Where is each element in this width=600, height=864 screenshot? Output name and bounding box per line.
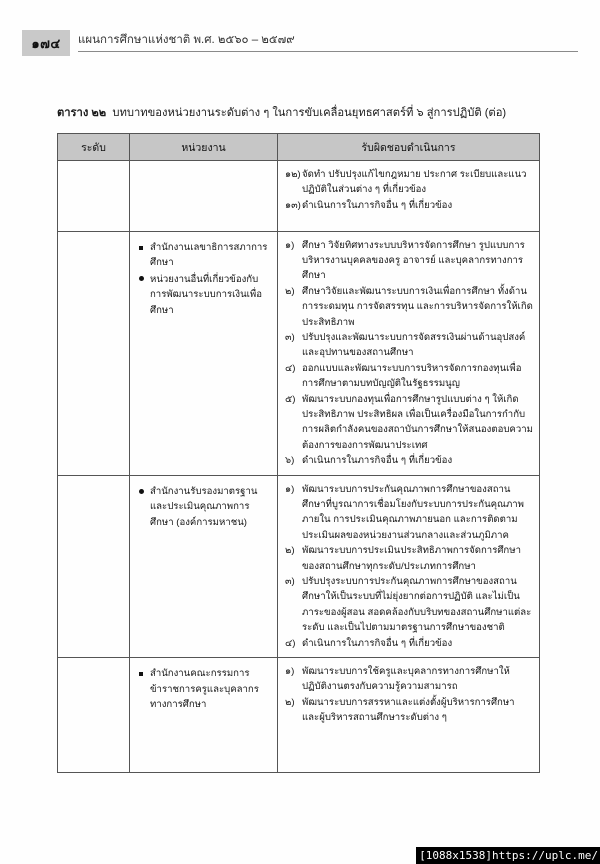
column-header-responsibility: รับผิดชอบดำเนินการ xyxy=(278,134,540,161)
item-number: ๖) xyxy=(285,455,295,467)
cell-agency xyxy=(130,658,278,773)
cell-level xyxy=(58,232,130,476)
list-item xyxy=(138,272,271,318)
table-header-row xyxy=(58,134,540,161)
item-number: ๑๓) xyxy=(285,199,301,211)
list-item xyxy=(285,392,533,453)
level-text xyxy=(58,161,129,173)
level-text xyxy=(58,232,129,244)
agency-list xyxy=(138,666,271,712)
cell-level xyxy=(58,476,130,658)
list-item xyxy=(285,636,533,651)
item-text: ดำเนินการในภารกิจอื่น ๆ ที่เกี่ยวข้อง xyxy=(302,637,453,649)
table-row xyxy=(58,658,540,773)
header-title: แผนการศึกษาแห่งชาติ พ.ศ. ๒๕๖๐ – ๒๕๗๙ xyxy=(78,34,295,46)
responsibility-list xyxy=(285,482,533,651)
table-caption xyxy=(57,103,557,121)
item-text: ดำเนินการในภารกิจอื่น ๆ ที่เกี่ยวข้อง xyxy=(302,199,453,211)
responsibility-list xyxy=(285,664,533,725)
table-caption-label: ตาราง ๒๒ xyxy=(57,107,107,119)
table-caption-text: บทบาทของหน่วยงานระดับต่าง ๆ ในการขับเคลื่อนยุทธศาสตร์ที่ ๖ สู่การปฏิบัติ (ต่อ) xyxy=(112,107,507,119)
item-number: ๓) xyxy=(285,576,295,588)
item-text: พัฒนาระบบการใช้ครูและบุคลากรทางการศึกษาให้ปฏิบัติงานตรงกับความรู้ความสามารถ xyxy=(302,666,510,693)
item-text: จัดทำ ปรับปรุงแก้ไขกฎหมาย ประกาศ ระเบียบและแนวปฏิบัติในส่วนต่าง ๆ ที่เกี่ยวข้อง xyxy=(302,169,527,196)
list-item xyxy=(285,543,533,573)
list-item xyxy=(285,574,533,635)
list-item xyxy=(285,453,533,468)
cell-level xyxy=(58,658,130,773)
column-header-agency: หน่วยงาน xyxy=(130,134,278,161)
item-number: ๕) xyxy=(285,394,296,406)
item-number: ๑๒) xyxy=(285,169,301,180)
cell-level xyxy=(58,161,130,232)
list-item xyxy=(285,664,533,694)
item-text: ปรับปรุงระบบการประกันคุณภาพการศึกษาของสถานศึกษาให้เป็นระบบที่ไม่ยุ่งยากต่อการปฏิบัติ และไม่เป็นภาระของผู้สอน สอดคล้องกับบริบทของสถานศึกษาแต่ละระดับ และเป็นไปตามมาตรฐานการศึกษาของชาติ xyxy=(302,576,532,633)
responsibility-list xyxy=(285,238,533,469)
cell-responsibility xyxy=(278,476,540,658)
header-title-wrap xyxy=(78,30,578,54)
item-text: ศึกษาวิจัยและพัฒนาระบบการเงินเพื่อการศึกษา ทั้งด้านการระดมทุน การจัดสรรทุน และการบริหารจัดการให้เกิดประสิทธิภาพ xyxy=(302,286,533,328)
item-text: พัฒนาระบบการประกันคุณภาพการศึกษาของสถานศึกษาที่บูรณาการเชื่อมโยงกับระบบการประกันคุณภาพภายใน การประเมินคุณภาพภายนอก และการติดตามประเมินผลของหน่วยงานส่วนกลางและส่วนภูมิภาค xyxy=(302,484,524,541)
item-text: พัฒนาระบบการประเมินประสิทธิภาพการจัดการศึกษาของสถานศึกษาทุกระดับ/ประเภทการศึกษา xyxy=(302,545,521,572)
item-number: ๔) xyxy=(285,637,296,649)
roles-table xyxy=(57,133,540,773)
agency-name: สำนักงานรับรองมาตรฐานและประเมินคุณภาพการศึกษา (องค์การมหาชน) xyxy=(150,486,258,528)
square-bullet-icon xyxy=(139,246,143,250)
round-bullet-icon xyxy=(139,489,144,494)
table-row xyxy=(58,232,540,476)
cell-responsibility xyxy=(278,161,540,232)
round-bullet-icon xyxy=(139,276,144,281)
cell-responsibility xyxy=(278,232,540,476)
agency-list xyxy=(130,161,277,231)
agency-name: สำนักงานเลขาธิการสภาการศึกษา xyxy=(150,242,268,269)
item-number: ๑) xyxy=(285,484,295,496)
level-text xyxy=(58,476,129,488)
item-number: ๑) xyxy=(285,666,295,678)
item-text: ศึกษา วิจัยทิศทางระบบบริหารจัดการศึกษา รูปแบบการบริหารงานบุคคลของครู อาจารย์ และบุคลากรทางการศึกษา xyxy=(302,240,525,282)
table-body xyxy=(58,161,540,773)
header-divider xyxy=(78,51,578,52)
running-header xyxy=(22,30,578,64)
list-item xyxy=(285,330,533,360)
level-text xyxy=(58,658,129,670)
item-number: ๒) xyxy=(285,697,295,709)
agency-list xyxy=(138,240,271,318)
table-row xyxy=(58,161,540,232)
item-text: ออกแบบและพัฒนาระบบการบริหารจัดการกองทุนเพื่อการศึกษาตามบทบัญญัติในรัฐธรรมนูญ xyxy=(302,363,522,390)
agency-name: สำนักงานคณะกรรมการข้าราชการครูและบุคลากรทางการศึกษา xyxy=(150,668,259,711)
list-item xyxy=(285,284,533,330)
responsibility-list xyxy=(285,167,533,213)
watermark: [1088x1538]https://uplc.me/ xyxy=(416,847,600,864)
cell-agency xyxy=(130,232,278,476)
item-number: ๒) xyxy=(285,286,295,298)
item-number: ๔) xyxy=(285,363,296,375)
list-item xyxy=(285,198,533,213)
cell-responsibility xyxy=(278,658,540,773)
list-item xyxy=(285,695,533,725)
item-number: ๑) xyxy=(285,240,295,251)
list-item xyxy=(138,240,271,271)
agency-name: หน่วยงานอื่นที่เกี่ยวข้องกับการพัฒนาระบบการเงินเพื่อศึกษา xyxy=(150,273,263,316)
item-text: ดำเนินการในภารกิจอื่น ๆ ที่เกี่ยวข้อง xyxy=(302,455,453,467)
cell-agency xyxy=(130,476,278,658)
list-item xyxy=(285,167,533,197)
item-text: พัฒนาระบบกองทุนเพื่อการศึกษารูปแบบต่าง ๆ ให้เกิดประสิทธิภาพ ประสิทธิผล เพื่อเป็นเครื่องมือในการกำกับการผลิตกำลังคนของสถาบันการศึกษาให้สนองตอบความต้องการของการพัฒนาประเทศ xyxy=(302,394,533,451)
cell-agency xyxy=(130,161,278,232)
square-bullet-icon xyxy=(139,672,143,676)
column-header-level: ระดับ xyxy=(58,134,130,161)
list-item xyxy=(138,484,271,530)
list-item xyxy=(138,666,271,712)
list-item xyxy=(285,238,533,284)
page-number: ๑๗๔ xyxy=(22,30,70,56)
list-item xyxy=(285,361,533,391)
table-row xyxy=(58,476,540,658)
item-text: พัฒนาระบบการสรรหาและแต่งตั้งผู้บริหารการศึกษา และผู้บริหารสถานศึกษาระดับต่าง ๆ xyxy=(302,697,515,724)
agency-list xyxy=(138,484,271,530)
item-text: ปรับปรุงและพัฒนาระบบการจัดสรรเงินผ่านด้านอุปสงค์และอุปทานของสถานศึกษา xyxy=(302,332,526,359)
item-number: ๓) xyxy=(285,332,295,344)
list-item xyxy=(285,482,533,543)
item-number: ๒) xyxy=(285,545,295,557)
